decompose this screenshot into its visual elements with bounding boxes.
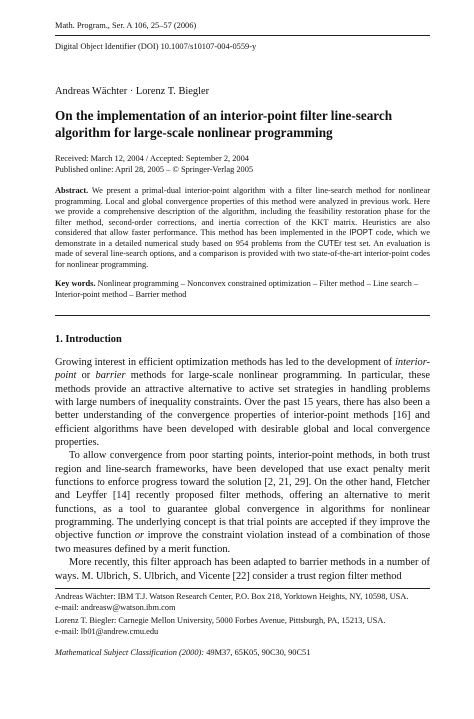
msc-label: Mathematical Subject Classification (2000): <box>55 648 205 658</box>
ipopt-code-name: IPOPT <box>349 228 373 237</box>
intro-paragraph-3: More recently, this filter approach has been adapted to barrier methods in a number of ways. M. Ulbrich, S. Ulbrich, and Vicente [22] consider a trust region filter method <box>55 557 430 582</box>
publication-dates <box>55 154 430 175</box>
paper-title-line-2: algorithm for large-scale nonlinear programming <box>55 125 333 140</box>
p1-text-a: Growing interest in efficient optimization methods has led to the development of <box>55 357 395 368</box>
intro-paragraph-2 <box>55 449 430 556</box>
abstract-text-part-2: code, which we demonstrate in a detailed numerical study based on 954 problems from the <box>55 228 430 248</box>
p2-text-a: To allow convergence from poor starting points, interior-point methods, in both trust region and line-search frameworks, have been developed that use exact penalty merit functions to enforce progress toward the solution [2, 21, 29]. On the other hand, Fletcher and Leyffer [14] recently proposed filter methods, offering an alternative to merit functions, as a tool to guarantee global convergence in algorithms for nonlinear programming. The underlying concept is that trial points are accepted if they improve the objective function <box>55 450 430 542</box>
paper-title <box>55 107 430 141</box>
cuter-test-set-name: CUTEr <box>317 238 342 248</box>
abstract-divider-rule <box>55 315 430 316</box>
author-list: Andreas Wächter · Lorenz T. Biegler <box>55 86 210 97</box>
author-affiliations <box>55 592 430 638</box>
affiliation-wachter-address: Andreas Wächter: IBM T.J. Watson Research Center, P.O. Box 218, Yorktown Heights, NY, 10598, USA. <box>55 591 409 601</box>
affiliation-biegler-address: Lorenz T. Biegler: Carnegie Mellon University, 5000 Forbes Avenue, Pittsburgh, PA, 15213, USA. <box>55 616 386 626</box>
keywords <box>55 279 430 300</box>
abstract <box>55 186 430 270</box>
p1-emphasis-barrier: barrier <box>95 370 126 382</box>
p2-text-b: improve the constraint violation instead of a combination of those two measures defined by a merit function. <box>55 530 430 555</box>
section-heading-introduction: 1. Introduction <box>55 334 122 345</box>
footnote-rule <box>55 588 430 589</box>
intro-paragraph-1 <box>55 356 430 449</box>
affiliation-wachter <box>55 592 430 614</box>
received-accepted-dates: Received: March 12, 2004 / Accepted: September 2, 2004 <box>55 154 249 163</box>
affiliation-biegler-email: e-mail: lb01@andrew.cmu.edu <box>55 627 159 637</box>
msc-codes: 49M37, 65K05, 90C30, 90C51 <box>204 648 311 658</box>
p1-text-c: methods for large-scale nonlinear programming. In particular, these methods provide an attractive alternative to active set strategies in handling problems with large numbers of inequality constraints. Over the past 15 years, there has also been a better understanding of the convergence properties of interior-point methods [16] and efficient algorithms have been developed with desirable global and local convergence properties. <box>55 370 430 449</box>
abstract-text-part-1: We present a primal-dual interior-point algorithm with a filter line-search method for nonlinear programming. Local and global convergence properties of this method were analyzed in previous work. Here we provide a comprehensive description of the algorithm, including the feasibility restoration phase for the filter method, second-order corrections, and inertia correction of the KKT matrix. Heuristics are also considered that allow faster performance. This method has been implemented in the <box>55 186 430 237</box>
subject-classification <box>55 647 430 658</box>
header-rule <box>55 35 430 36</box>
p2-emphasis-or: or <box>134 530 145 542</box>
affiliation-wachter-email: e-mail: andreasw@watson.ibm.com <box>55 602 176 612</box>
affiliation-biegler <box>55 616 430 638</box>
introduction-body <box>55 356 430 583</box>
paper-title-line-1: On the implementation of an interior-point filter line-search <box>55 108 393 123</box>
abstract-label: Abstract. <box>55 186 89 195</box>
published-online-date: Published online: April 28, 2005 – © Springer-Verlag 2005 <box>55 164 254 174</box>
p1-text-b: or <box>76 370 96 382</box>
abstract-text-part-3: test set. An evaluation is made of several line-search options, and a comparison is provided with two state-of-the-art interior-point codes for nonlinear programming. <box>55 238 430 269</box>
journal-citation: Math. Program., Ser. A 106, 25–57 (2006) <box>55 21 197 30</box>
doi-line: Digital Object Identifier (DOI) 10.1007/s10107-004-0559-y <box>55 42 257 51</box>
keywords-label: Key words. <box>55 279 96 288</box>
keywords-text: Nonlinear programming – Nonconvex constrained optimization – Filter method – Line search – Interior-point method – Barrier method <box>55 279 419 299</box>
p1-emphasis-interior-point: interior-point <box>55 357 430 382</box>
